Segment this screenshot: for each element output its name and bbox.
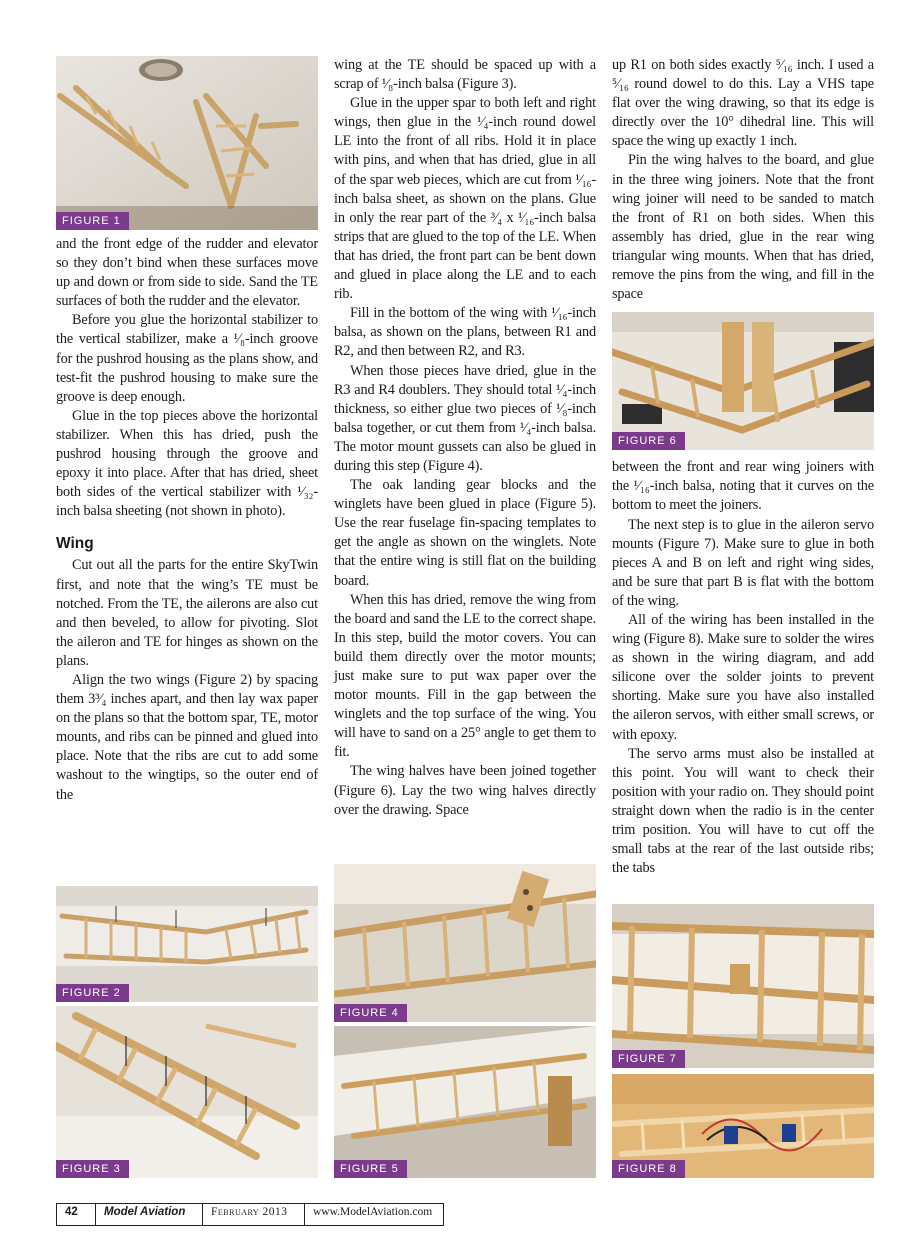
figure-5-photo (334, 1026, 596, 1178)
column-3 (612, 56, 874, 878)
col1-paragraph-5: Align the two wings (Figure 2) by spacing them 3³⁄₄ inches apart, and then lay wax paper on the plans so that the bottom spar, TE, motor mounts, and ribs can be pinned and glued into place. Note that the ribs are cut to add some washout to the wingtips, so the outer end of the (56, 671, 318, 803)
figure-2-label: FIGURE 2 (56, 984, 129, 1002)
col3-paragraph-4: The next step is to glue in the aileron servo mounts (Figure 7). Make sure to glue in both pieces A and B on left and right wing sides, and be sure that part B is flat with the bottom of the wing. (612, 516, 874, 609)
figure-5-label: FIGURE 5 (334, 1160, 407, 1178)
figure-7-label: FIGURE 7 (612, 1050, 685, 1068)
figure-6-photo (612, 312, 874, 450)
figure-6-label: FIGURE 6 (612, 432, 685, 450)
col2-paragraph-3: Fill in the bottom of the wing with ¹⁄₁₆-inch balsa, as shown on the plans, between R1 and R2, and then between R2, and R3. (334, 305, 596, 360)
figure-7-photo (612, 904, 874, 1068)
col2-paragraph-5: The oak landing gear blocks and the winglets have been glued in place (Figure 5). Use the rear fuselage fin-spacing templates to get the angle as shown on the winglets. Note that the entire wing is still flat on the building board. (334, 477, 596, 589)
col3-paragraph-5: All of the wiring has been installed in the wing (Figure 8). Make sure to solder the wires as shown in the wiring diagram, and add silicone over the solder joints to prevent shorting. Make sure you have also installed the aileron servos, with either small screws, or with epoxy. (612, 611, 874, 743)
website-link[interactable]: www.ModelAviation.com (313, 1206, 433, 1218)
col3-paragraph-2: Pin the wing halves to the board, and glue in the three wing joiners. Note that the front wing joiner will need to be sanded to match the front of R1 on both sides. When this assembly has dried, glue in the rear wing triangular wing mounts. When that has dried, remove the pins from the wing, and fill in the space (612, 152, 874, 303)
figure-7 (612, 904, 874, 1068)
figure-3 (56, 1006, 318, 1178)
col2-paragraph-1: wing at the TE should be spaced up with a scrap of ¹⁄₈-inch balsa (Figure 3). (334, 57, 596, 93)
col2-paragraph-2: Glue in the upper spar to both left and right wings, then glue in the ¹⁄₄-inch round dowel LE into the front of all ribs. Hold it in place with pins, and when that has dried, glue in all of the spar web pieces, which are cut from ¹⁄₁₆-inch balsa sheet, as shown on the plans. Glue in only the rear part of the ³⁄₄ x ¹⁄₁₆-inch balsa strips that are glued to the top of the LE. When that has dried, the front part can be bent down and glued in place along the LE and to each rib. (334, 95, 596, 303)
col3-paragraph-6: The servo arms must also be installed at this point. You will want to check their position with your radio on. They should point straight down when the radio is in the center trim position. You will have to cut off the small tabs at the rear of the last outside ribs; the tabs (612, 745, 874, 877)
figure-1-photo (56, 56, 318, 230)
figure-4-photo (334, 864, 596, 1022)
col3-paragraph-1: up R1 on both sides exactly ⁵⁄₁₆ inch. I used a ⁵⁄₁₆ round dowel to do this. Lay a VHS tape flat over the wing drawing, so that its edge is directly over the 10° dihedral line. This will space the wing up exactly 1 inch. (612, 57, 874, 150)
col2-paragraph-6: When this has dried, remove the wing from the board and sand the LE to the correct shape. In this step, build the motor covers. You can build them directly over the motor mounts; just make sure to put wax paper over the motor mounts. Fill in the gap between the winglets and the top surface of the wing. You will have to sand on a 25° angle to get them to fit. (334, 591, 596, 761)
page-footer (56, 1203, 444, 1226)
figure-1 (56, 56, 318, 230)
page-number: 42 (57, 1204, 96, 1225)
figure-5 (334, 1026, 596, 1178)
figure-6 (612, 312, 874, 450)
magazine-name: Model Aviation (96, 1204, 203, 1225)
figure-3-label: FIGURE 3 (56, 1160, 129, 1178)
figure-4-label: FIGURE 4 (334, 1004, 407, 1022)
issue-date: February 2013 (203, 1204, 305, 1225)
section-heading-wing: Wing (56, 535, 94, 553)
column-1 (56, 56, 318, 805)
figure-4 (334, 864, 596, 1022)
col1-paragraph-2: Before you glue the horizontal stabilizer to the vertical stabilizer, make a ¹⁄₈-inch groove for the pushrod housing as the plans show, and test-fit the pushrod housing to make sure the groove is deep enough. (56, 312, 318, 405)
col2-paragraph-7: The wing halves have been joined together (Figure 6). Lay the two wing halves directly over the drawing. Space (334, 763, 596, 818)
col3-paragraph-3: between the front and rear wing joiners with the ¹⁄₁₆-inch balsa, noting that it curves on the bottom to meet the joiners. (612, 459, 874, 514)
col1-paragraph-4: Cut out all the parts for the entire SkyTwin first, and note that the wing’s TE must be notched. From the TE, the ailerons are also cut and then beveled, to allow for pivoting. Slot the aileron and TE for hinges as shown on the plans. (56, 557, 318, 669)
column-2 (334, 56, 596, 820)
figure-1-label: FIGURE 1 (56, 212, 129, 230)
figure-2 (56, 886, 318, 1002)
figure-3-photo (56, 1006, 318, 1178)
col1-paragraph-1: and the front edge of the rudder and elevator so they don’t bind when these surfaces move up and down or from side to side. Sand the TE surfaces of both the rudder and the elevator. (56, 236, 318, 310)
figure-8 (612, 1074, 874, 1178)
col2-paragraph-4: When those pieces have dried, glue in the R3 and R4 doublers. They should total ¹⁄₄-inch thickness, so either glue two pieces of ¹⁄₈-inch balsa together, or cut them from ¹⁄₄-inch balsa. The motor mount gussets can also be glued in during this step (Figure 4). (334, 362, 596, 474)
figure-8-label: FIGURE 8 (612, 1160, 685, 1178)
col1-paragraph-3: Glue in the top pieces above the horizontal stabilizer. When this has dried, push the pushrod housing through the groove and epoxy it into place. After that has dried, sheet both sides of the vertical stabilizer with ¹⁄₃₂-inch balsa sheeting (not shown in photo). (56, 407, 318, 520)
